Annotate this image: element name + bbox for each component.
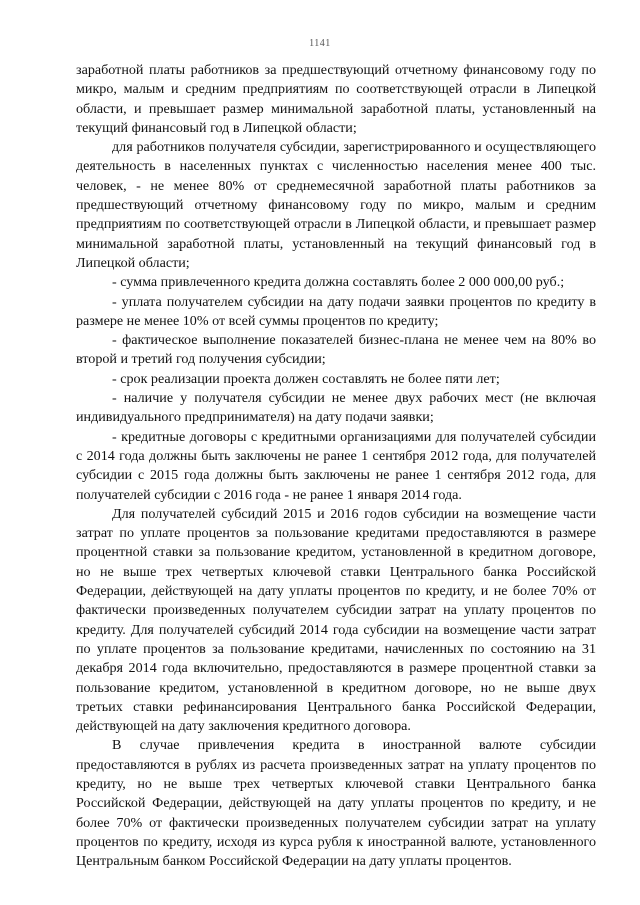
list-item-workplaces: - наличие у получателя субсидии не менее двух рабочих мест (не включая индивидуального предпринимателя) на дату подачи заявки; (76, 390, 596, 426)
list-item-business-plan: - фактическое выполнение показателей бизнес-плана не менее чем на 80% во второй и третий год получения субсидии; (76, 332, 596, 368)
paragraph-foreign-currency: В случае привлечения кредита в иностранной валюте субсидии предоставляются в рублях из расчета произведенных затрат на уплату процентов по кредиту, но не выше трех четвертых ключевой ставки Центрального банка Российской Федерации, действующей на дату уплаты процентов по кредиту, и не более 70% от фактически произведенных получателем субсидии затрат на уплату процентов по кредиту, исходя из курса рубля к иностранной валюте, установленного Центральным банком Российской Федерации на дату уплаты процентов. (76, 737, 596, 870)
paragraph-subsidy-rates: Для получателей субсидий 2015 и 2016 годов субсидии на возмещение части затрат по уплате процентов за пользование кредитами предоставляются в размере процентной ставки за пользование кредитом, установленной в кредитном договоре, но не выше трех четвертых ключевой ставки Центрального банка Российской Федерации, действующей на дату уплаты процентов по кредиту, и не более 70% от фактически произведенных получателем субсидии затрат на уплату процентов по кредиту. Для получателей субсидий 2014 года субсидии на возмещение части затрат по уплате процентов за пользование кредитами, начисленных по состоянию на 31 декабря 2014 года включительно, предоставляются в размере процентной ставки за пользование кредитом, установленной в кредитном договоре, но не выше двух третьих ставки рефинансирования Центрального банка Российской Федерации, действующей на дату заключения кредитного договора. (76, 505, 596, 735)
document-body (76, 61, 596, 871)
list-item-loan-amount: - сумма привлеченного кредита должна составлять более 2 000 000,00 руб.; (112, 274, 565, 291)
page-number: 1141 (309, 38, 331, 49)
paragraph-wage-continuation: заработной платы работников за предшествующий отчетному финансовому году по микро, малым и средним предприятиям по соответствующей отрасли в Липецкой области, и превышает размер минимальной заработной платы, установленный на текущий финансовый год в Липецкой области; (76, 62, 596, 136)
list-item-interest-payment: - уплата получателем субсидии на дату подачи заявки процентов по кредиту в размере не менее 10% от всей суммы процентов по кредиту; (76, 293, 596, 329)
list-item-project-term: - срок реализации проекта должен составлять не более пяти лет; (112, 370, 500, 387)
paragraph-small-settlements: для работников получателя субсидии, зарегистрированного и осуществляющего деятельность в населенных пунктах с численностью населения менее 400 тыс. человек, - не менее 80% от среднемесячной заработной платы работников за предшествующий отчетному финансовому году по микро, малым и средним предприятиям по соответствующей отрасли в Липецкой области, и превышает размер минимальной заработной платы, установленный на текущий финансовый год в Липецкой области; (76, 139, 596, 271)
list-item-credit-agreements: - кредитные договоры с кредитными организациями для получателей субсидии с 2014 года должны быть заключены не ранее 1 сентября 2012 года, для получателей субсидии с 2015 года должны быть заключены не ранее 1 сентября 2012 года, для получателей субсидии с 2016 года - не ранее 1 января 2014 года. (76, 428, 596, 503)
